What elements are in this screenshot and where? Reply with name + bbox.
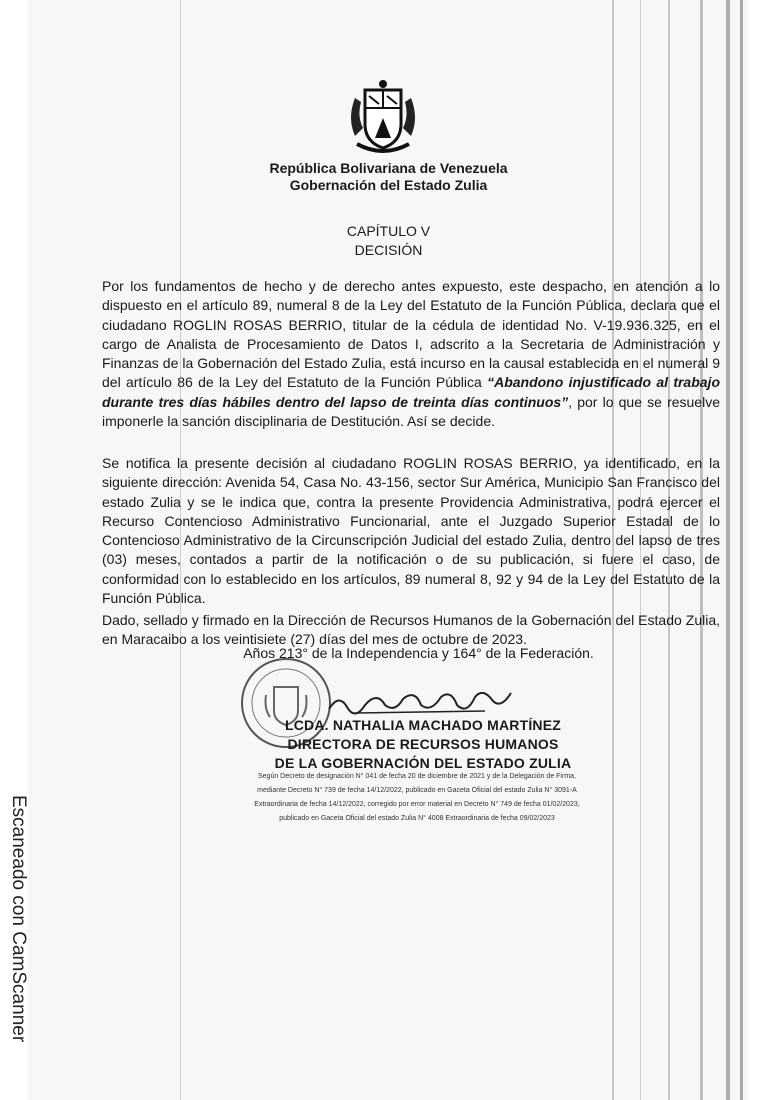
- coat-of-arms-icon: [345, 78, 421, 158]
- paragraph-given: Dado, sellado y firmado en la Dirección de Recursos Humanos de la Gobernación del Estado Zulia, en Maracaibo a los veintisiete (27) días del mes de octubre de 2023.: [102, 612, 720, 648]
- camscanner-watermark: [0, 795, 36, 1085]
- chapter-subtitle: DECISIÓN: [354, 242, 423, 258]
- fine-print: [232, 770, 602, 826]
- fine-print-line: Según Decreto de designación N° 041 de fecha 20 de diciembre de 2021 y de la Delegación de Firma,: [257, 773, 576, 780]
- signer-institution: DE LA GOBERNACIÓN DEL ESTADO ZULIA: [274, 755, 572, 771]
- signer-name: LCDA. NATHALIA MACHADO MARTÍNEZ: [284, 717, 562, 733]
- watermark-text: Escaneado con CamScanner: [8, 795, 29, 1043]
- paragraph-text: , por lo que se resuelve imponerle la sanción disciplinaria de Destitución. Así se decide.: [102, 393, 720, 430]
- citizen-name: ROGLIN ROSAS BERRIO: [403, 455, 574, 471]
- signer-title: DIRECTORA DE RECURSOS HUMANOS: [287, 736, 559, 752]
- paragraph-text: Por los fundamentos de hecho y de derecho antes expuesto, este despacho, en atención a lo dispuesto en el artículo 89, numeral 8 de la Ley del Estatuto de la Función Pública, declara que el ciudadano: [102, 278, 720, 333]
- header-governorship: Gobernación del Estado Zulia: [289, 177, 488, 193]
- header-republic: República Bolivariana de Venezuela: [269, 160, 508, 176]
- signature-icon: [325, 683, 515, 721]
- chapter-title: CAPÍTULO V: [346, 223, 431, 239]
- fine-print-line: Extraordinaria de fecha 14/12/2022, corregido por error material en Decreto N° 749 de fecha 01/02/2023,: [254, 801, 580, 808]
- fine-print-line: publicado en Gaceta Oficial del estado Zulia N° 4008 Extraordinaria de fecha 09/02/2023: [279, 815, 555, 822]
- paragraph-text: , titular de la cédula de identidad No. V-19.936.325, en el cargo de Analista de Procesamiento de Datos I, adscrito a la Secretaria de Administración y Finanzas de la Gobernación del Estado Zulia, está incurso en la causal establecida en el numeral 9 del artículo 86 de la Ley del Estatuto de la Función Pública: [102, 316, 720, 391]
- legal-quote: “Abandono injustificado al trabajo durante tres días hábiles dentro del lapso de treinta días continuos”: [102, 374, 720, 410]
- citizen-name: ROGLIN ROSAS BERRIO: [173, 316, 343, 333]
- paragraph-notification: [102, 454, 720, 608]
- paragraph-decision: [102, 277, 720, 431]
- years-line: Años 213° de la Independencia y 164° de la Federación.: [243, 645, 594, 661]
- fine-print-line: mediante Decreto N° 739 de fecha 14/12/2022, publicado en Gaceta Oficial del estado Zulia N° 3091-A: [257, 787, 577, 794]
- paragraph-text: Se notifica la presente decisión al ciudadano: [102, 455, 404, 471]
- paragraph-text: , ya identificado, en la siguiente dirección: Avenida 54, Casa No. 43-156, sector Sur América, Municipio San Francisco del estado Zulia y se le indica que, contra la presente Providencia Administrativa, podrá ejercer el Recurso Contencioso Administrativo Funcionarial, ante el Juzgado Superior Estadal de lo Contencioso Administrativo de la Circunscripción Judicial del estado Zulia, dentro del lapso de tres (03) meses, contados a partir de la notificación o de su publicación, si fuere el caso, de conformidad con lo establecido en los artículos, 89 numeral 8, 92 y 94 de la Ley del Estatuto de la Función Pública.: [102, 455, 721, 607]
